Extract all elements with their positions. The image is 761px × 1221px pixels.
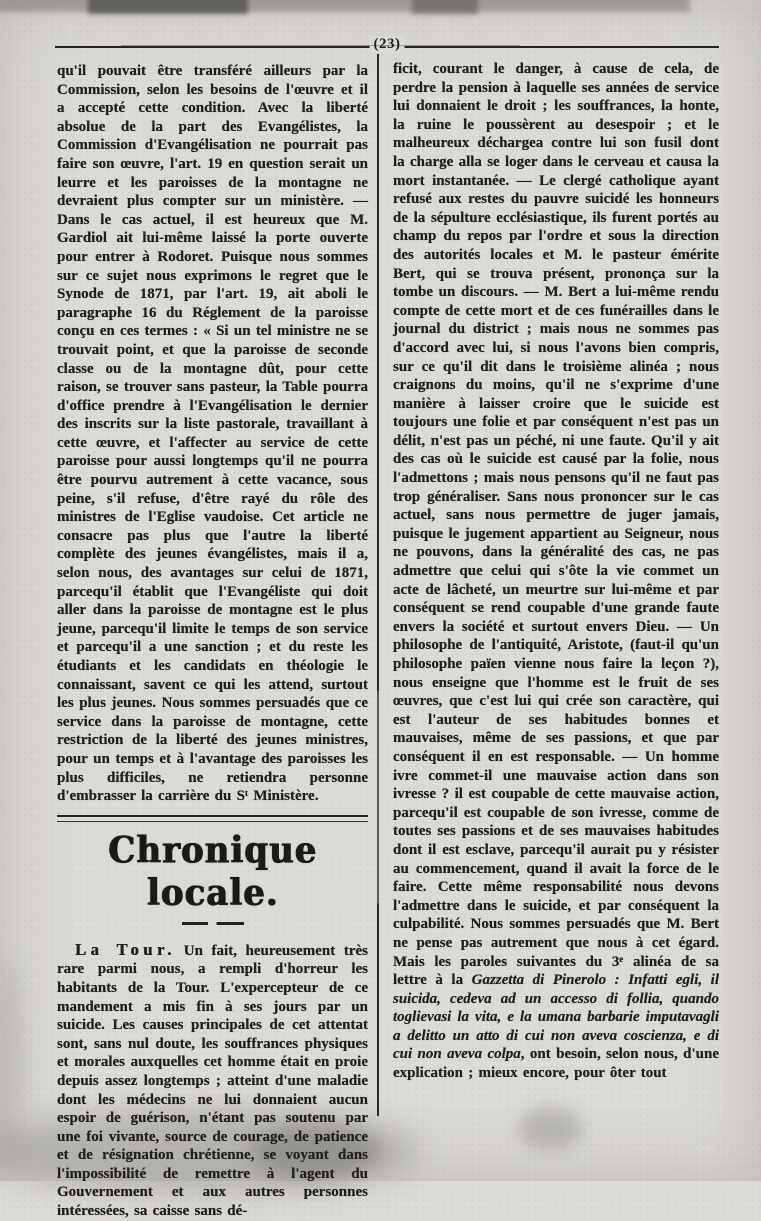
section-heading: Chronique locale. [107, 829, 318, 915]
heading-dash-divider [182, 922, 244, 925]
scan-stain [88, 0, 248, 14]
text-segment-italic: Gazzetta di Pinerolo : Infatti egli, il suicida, cedeva ad un accesso di follia, quando toglievasi la vita, e la umana barbarie imputavagli a delitto un atto di cui non aveva coscienza, e di cui non aveva colpa [393, 972, 719, 1063]
text-segment-normal: ficit, courant le danger, à cause de cela, de perdre la pension à laquelle ses années de service lui donnaient le droit ; les souffrances, la honte, la ruine le poussèrent au desespoir ; et le malheureux déchargea contre lui son fusil dont la charge alla se loger dans le cerveau et causa la mort instantanée. — Le clergé catholique ayant refusé aux restes du pauvre suicidé les honneurs de la sépulture ecclésiastique, ils furent portés au champ du repos par l'ordre et sous la direction des autorités locales et M. le pasteur émérite Bert, qui se trouva présent, prononça sur la tombe un discours. — M. Bert a lui-même rendu compte de cette mort et de ces funérailles dans le journal du district ; mais nous ne sommes pas d'accord avec lui, si nous l'avons bien compris, sur ce qu'il dit dans le troisième alinéa ; nous craignons du moins, qu'il ne s'exprime d'une manière à laisser croire que le suicide est toujours une folie et par conséquent n'est pas un délit, n'est pas un péché, ni une faute. Qu'il y ait des cas où le suicide est causé par la folie, nous l'admettons ; mais nous pensons qu'il ne faut pas trop généraliser. Sans nous prononcer sur le cas actuel, sans nous permettre de juger jamais, puisque le jugement appartient au Seigneur, nous ne pouvons, dans la généralité des cas, ne pas admettre que celui qui s'ôte la vie commet un acte de lâcheté, un meurtre sur lui-même et par conséquent se rend coupable d'une grande faute envers la société et surtout envers Dieu. — Un philosophe de l'antiquité, Aristote, (faut-il qu'un philosophe païen vienne nous faire la leçon ?), nous enseigne que l'homme est le fruit de ses œuvres, que c'est lui qui crée son caractère, qui est l'auteur de ses habitudes bonnes et mauvaises, même de ses passions, et que par conséquent il en est responsable. — Un homme ivre commet-il une mauvaise action dans son ivresse ? il est coupable de cette mauvaise action, parcequ'il est coupable de son ivresse, comme de toutes ses passions et de ses mauvaises habitudes dont il est esclave, parcequ'il aurait pu y résister au commencement, quand il avait la force de le faire. Cette même responsabilité nous devons l'admettre dans le suicide, et par conséquent la culpabilité. Nous sommes persuadés que M. Bert ne pense pas autrement que nous à cet égard. Mais les paroles suivantes du 3ᵉ alinéa de sa lettre à la [393, 61, 719, 989]
article-text-right [393, 60, 719, 1083]
text-segment-normal: , ont besoin, selon nous, d'une explication ; mieux encore, pour ôter tout [393, 1046, 719, 1082]
article-lead-in: La Tour. [75, 939, 176, 959]
scan-stain [518, 1108, 582, 1150]
column-divider-rule [377, 54, 379, 1116]
section-divider-rule [57, 815, 368, 822]
left-column [57, 62, 368, 1221]
la-tour-article [57, 941, 368, 1221]
header-rule [55, 36, 719, 52]
right-column [393, 60, 719, 1083]
scan-stain [412, 0, 478, 14]
article-continuation-text: qu'il pouvait être transféré ailleurs par la Commission, selon les besoins de l'œuvre et il a accepté cette condition. Avec la liberté absolue de la part des Evangélistes, la Commission d'Evangélisation ne pourrait pas faire son œuvre, l'art. 19 en question serait un leurre et les paroisses de la montagne ne devraient plus compter sur un ministère. — Dans le cas actuel, il est heureux que M. Gardiol ait lui-même laissé la porte ouverte pour entrer à Rodoret. Puisque nous sommes sur ce sujet nous exprimons le regret que le Synode de 1871, par l'art. 19, ait aboli le paragraphe 16 du Réglement de la paroisse conçu en ces termes : « Si un tel ministre ne se trouvait point, et que la paroisse de seconde classe ou de la montagne dût, pour cette raison, se trouver sans pasteur, la Table pourra d'office prendre à l'Evangélisation le dernier des inscrits sur la liste pastorale, travaillant à cette œuvre, et l'affecter au service de cette paroisse pour aussi longtemps qu'il ne pourra être pourvu autrement à cette vacance, sous peine, s'il refuse, d'être rayé du rôle des ministres de l'Eglise vaudoise. Cet article ne consacre pas plus que l'autre la liberté complète des jeunes évangélistes, mais il a, selon nous, des avantages sur celui de 1871, parcequ'il établit que l'Evangéliste qui doit aller dans la paroisse de montagne est le plus jeune, parcequ'il limite le temps de son service et parcequ'il a une sanction ; et du reste les étudiants et les candidats en théologie le connaissant, savent ce qui les attend, surtout les plus jeunes. Nous sommes persuadés que ce service dans la paroisse de montagne, cette restriction de la liberté des jeunes ministres, pour un temps et à l'avantage des paroisses les plus difficiles, ne retiendra personne d'embrasser la carrière du Sᵗ Ministère. [57, 63, 368, 805]
page-number: (23) [370, 36, 405, 53]
la-tour-article-text: Un fait, heureusement très rare parmi nous, a rempli d'horreur les habitants de la Tour. L'expercepteur de ce mandement a mis fin à ses jours par un suicide. Les causes principales de cet attentat sont, sans nul doute, les souffrances physiques et morales auxquelles cet homme était en proie depuis assez longtemps ; atteint d'une maladie dont les médecins ne lui donnaient aucun espoir de guérison, n'étant pas soutenu par une foi vivante, source de courage, de patience et de résignation chrétienne, se voyant dans l'impossibilité de remettre à l'agent du Gouvernement et aux autres personnes intéressées, sa caisse sans dé- [57, 942, 368, 1220]
